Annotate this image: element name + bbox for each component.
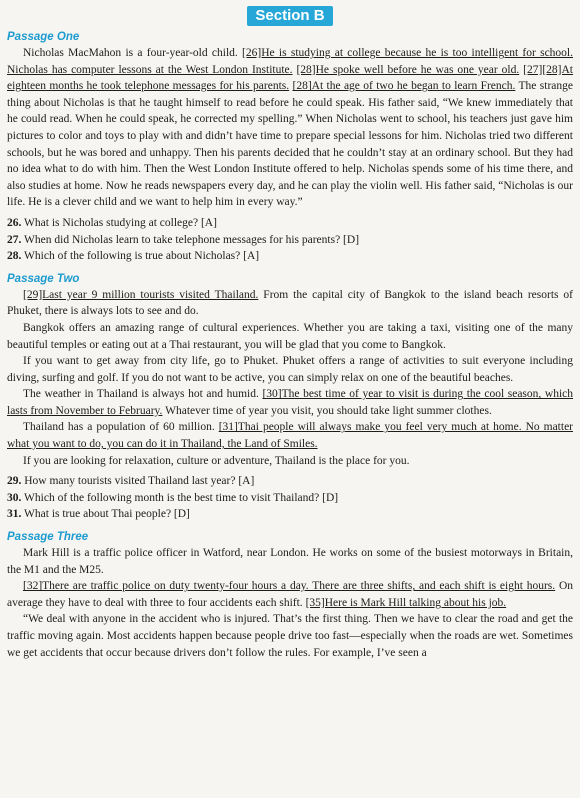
underlined-answer-27: [27][28]At eighteen months he took telephone messages for his parents. xyxy=(7,63,573,93)
question-26: 26. What is Nicholas studying at college? [A] xyxy=(7,216,217,229)
question-28: 28. Which of the following is true about Nicholas? [A] xyxy=(7,250,260,263)
passage-three-paragraph-3: “We deal with anyone in the accident who is injured. That’s the first thing. Then we have to clear the road and get the traffic moving again. Most accidents happen because people drive too fast—especially when the roads are wet. Sometimes we get accidents that occur because drivers don’t follow the rules. For example, I’ve seen a xyxy=(7,613,573,659)
underlined-answer-32: [32]There are traffic police on duty twenty-four hours a day. There are three shifts, and each shift is eight hours. xyxy=(23,580,556,593)
question-30: 30. Which of the following month is the best time to visit Thailand? [D] xyxy=(7,491,339,504)
underlined-answer-26: [26]He is studying at college because he is too intelligent for school. Nicholas has computer lessons at the West London Institute. xyxy=(7,47,573,76)
underlined-answer-31: [31]Thai people will always make you feel very much at home. No matter what you want to do, you can do it in Thailand, the Land of Smiles. xyxy=(7,421,574,451)
passage-two-paragraph-5: Thailand has a population of 60 million. [31]Thai people will always make you feel very much at home. No matter what you want to do, you can do it in Thailand, the Land of Smiles. xyxy=(7,421,574,451)
section-header xyxy=(7,6,573,26)
section-title: Section B xyxy=(247,6,332,26)
passage-three-paragraph-2: [32]There are traffic police on duty twenty-four hours a day. There are three shifts, and each shift is eight hours. On average they have to deal with three to four accidents each shift. [35]Here is Mark Hill talking about his job. xyxy=(7,580,573,609)
question-27: 27. When did Nicholas learn to take telephone messages for his parents? [D] xyxy=(7,233,360,246)
passage-two-paragraph-6: If you are looking for relaxation, culture or adventure, Thailand is the place for you. xyxy=(23,454,410,467)
passage-two-paragraph-3: If you want to get away from city life, go to Phuket. Phuket offers a range of activities to suit everyone including diving, surfing and golf. If you do not want to be active, you can simply relax on one of the beautiful beaches. xyxy=(7,355,573,384)
question-29: 29. How many tourists visited Thailand last year? [A] xyxy=(7,475,255,488)
underlined-answer-28a: [28]He spoke well before he was one year old. xyxy=(296,63,520,76)
passage-two-paragraph-2: Bangkok offers an amazing range of cultural experiences. Whether you are taking a taxi, visiting one of the many beautiful temples or eating out at a Thai restaurant, you will be glad that you come to Bangkok. xyxy=(7,321,573,351)
underlined-answer-35: [35]Here is Mark Hill talking about his job. xyxy=(305,596,507,609)
passage-three-paragraph-1: Mark Hill is a traffic police officer in Watford, near London. He works on some of the busiest motorways in Britain, the M1 and the M25. xyxy=(7,547,573,576)
passage-one-paragraph: Nicholas MacMahon is a four-year-old child. [26]He is studying at college because he is too intelligent for school. Nicholas has computer lessons at the West London Institute. [28]He spoke well before he was one year old. [27][28]At eighteen months he took telephone messages for his parents. [28]At the age of two he began to learn French. The strange thing about Nicholas is that he taught himself to read before he could speak. His father said, “We knew immediately that he could read. When he could speak, he corrected my spelling.” When Nicholas went to school, his teachers just gave him pictures to color and toys to play with and didn’t have time to prepare special lessons for him. Nicholas tried two different schools, but he was bored and unhappy. Then his parents decided that he couldn’t stay at an ordinary school. But they had no idea what to do with him. Then the West London Institute offered to help. Nicholas spends some of his time there, and also studies at home. Now he reads newspapers every day, and he can play the violin well. His father said, “Nicholas is our life. He is a clever child and we want to help him in every way.” xyxy=(7,47,573,209)
passage-three-title: Passage Three xyxy=(7,531,89,544)
passage-two-title: Passage Two xyxy=(7,272,80,285)
question-31: 31. What is true about Thai people? [D] xyxy=(7,508,190,521)
underlined-answer-28b: [28]At the age of two he began to learn French. xyxy=(292,80,516,93)
passage-one-title: Passage One xyxy=(7,31,80,43)
passage-two-paragraph-1: [29]Last year 9 million tourists visited Thailand. From the capital city of Bangkok to the island beach resorts of Phuket, there is always lots to see and do. xyxy=(7,288,574,318)
passage-two-paragraph-4: The weather in Thailand is always hot and humid. [30]The best time of year to visit is during the cool season, which lasts from November to February. Whatever time of year you visit, you should take light summer clothes. xyxy=(7,388,573,417)
underlined-answer-29: [29]Last year 9 million tourists visited Thailand. xyxy=(23,288,259,301)
underlined-answer-30: [30]The best time of year to visit is during the cool season, which lasts from November to February. xyxy=(7,388,573,417)
